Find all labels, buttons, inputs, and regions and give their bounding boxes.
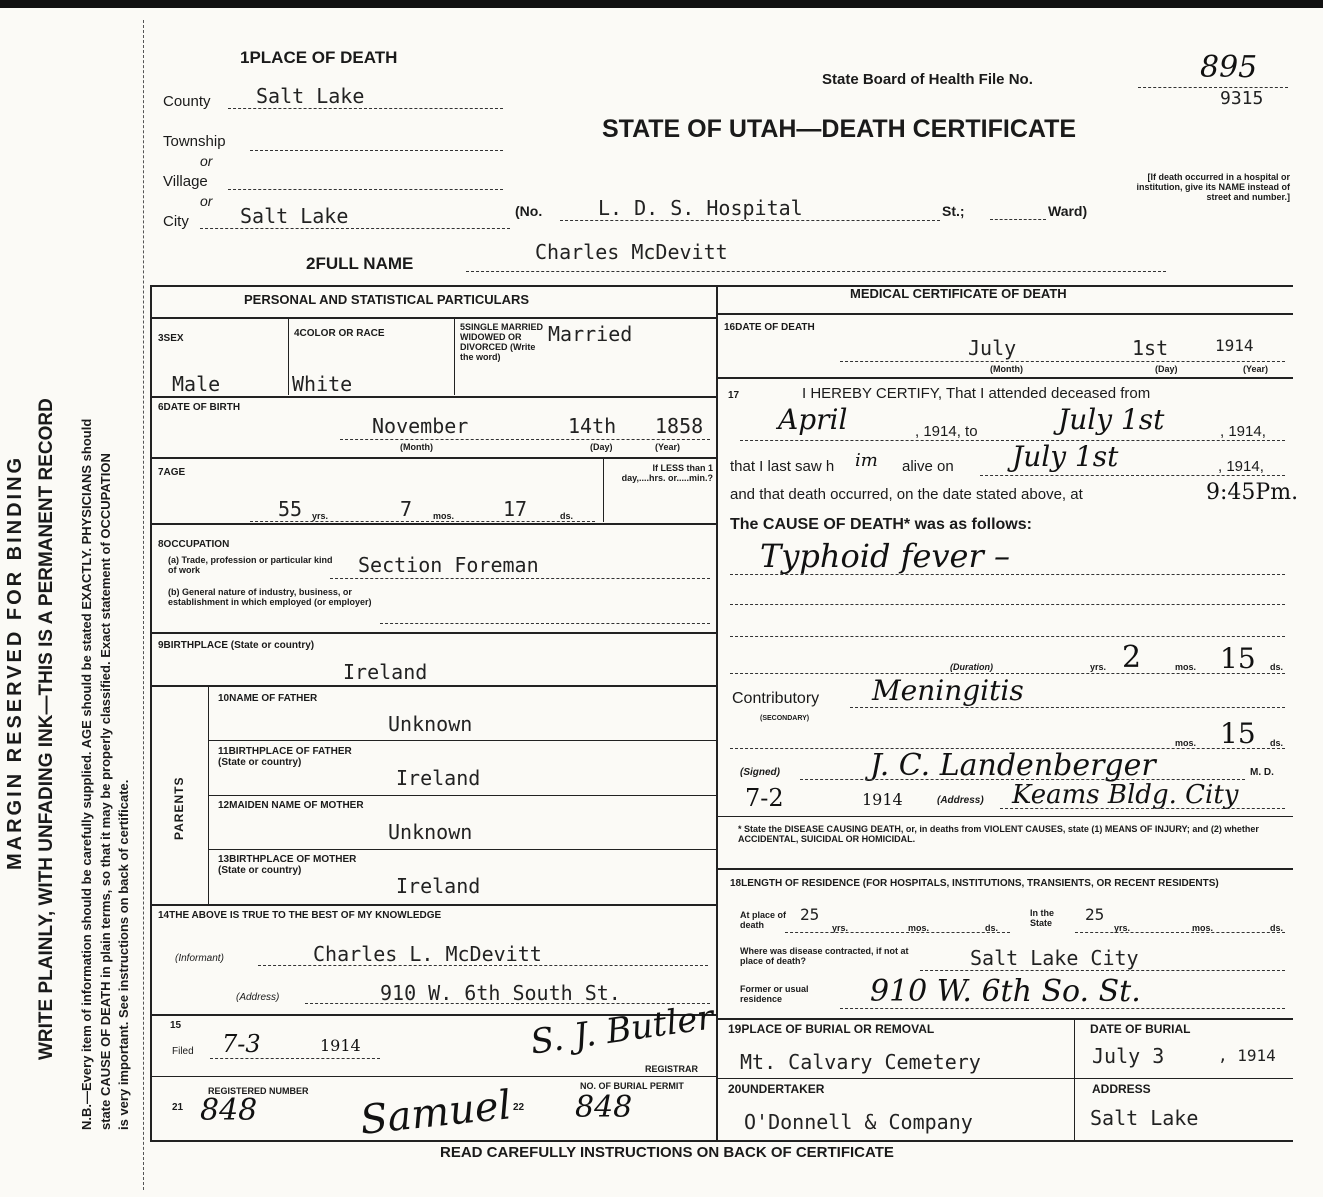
row-line-burial (716, 1078, 1293, 1079)
signed-year: 1914 (862, 790, 903, 809)
occupation-b-label: (b) General nature of industry, business, or establishment in which employed (or employer) (168, 587, 372, 607)
registered-number-label: REGISTERED NUMBER (208, 1086, 309, 1096)
burial-divider (1074, 1018, 1075, 1140)
full-name-label: 2FULL NAME (306, 254, 414, 273)
residence-label: 18LENGTH OF RESIDENCE (FOR HOSPITALS, INSTITUTIONS, TRANSIENTS, OR RECENT RESIDENTS) (730, 878, 1219, 889)
age-divider (603, 458, 604, 522)
age-yrs: 55 (278, 497, 303, 521)
row-line-mother-bp (150, 904, 716, 906)
registrar-signature: S. J. Butler (528, 997, 716, 1063)
contrib-mos-lbl: mos. (1175, 738, 1197, 748)
ward-label: Ward) (1048, 203, 1088, 219)
or-2: or (200, 193, 213, 209)
former-line (840, 1008, 1285, 1009)
personal-heading-line (150, 317, 716, 319)
age-label: 7AGE (158, 467, 186, 478)
row-line-dob (150, 457, 716, 459)
at-place-line (785, 932, 1010, 933)
row-line-dod (716, 377, 1293, 379)
age-mos: 7 (400, 497, 413, 521)
at-place-yrs: 25 (800, 905, 820, 924)
burial-permit-value: 848 (575, 1090, 633, 1125)
violent-causes-footnote: * State the DISEASE CAUSING DEATH, or, in deaths from VIOLENT CAUSES, state (1) MEANS OF INJURY; and (2) whether ACCIDENTAL, SUICIDAL OR HOMICIDAL. (738, 824, 1259, 844)
mother-birthplace-label: 13BIRTHPLACE OF MOTHER (State or country) (218, 854, 357, 876)
in-state-ds-lbl: ds. (1270, 923, 1284, 933)
sign-address-line (1000, 808, 1285, 809)
row-line-mother (208, 849, 716, 850)
dob-day: 14th (568, 414, 617, 438)
row-line-filed (150, 1076, 716, 1077)
filed-line (210, 1058, 380, 1059)
dob-month: November (372, 414, 469, 438)
date-of-burial-value: July 3 (1092, 1044, 1165, 1068)
dod-day: 1st (1132, 336, 1169, 360)
dod-month-cap: (Month) (990, 364, 1023, 374)
dob-year-cap: (Year) (655, 442, 681, 452)
age-yrs-lbl: yrs. (312, 511, 329, 521)
father-birthplace-label: 11BIRTHPLACE OF FATHER (State or country) (218, 746, 352, 768)
attended-1914-to: , 1914, to (915, 423, 978, 440)
race-value: White (292, 372, 353, 396)
in-state-label: In the State (1030, 908, 1054, 928)
dob-label: 6DATE OF BIRTH (158, 402, 241, 413)
full-name-line (466, 271, 1166, 272)
race-divider (454, 318, 455, 395)
dob-day-cap: (Day) (590, 442, 613, 452)
sex-divider (288, 318, 289, 395)
cause-line-3 (730, 636, 1285, 637)
duration-ds-lbl: ds. (1270, 662, 1284, 672)
time-of-death: 9:45Pm. (1206, 480, 1299, 505)
alive-on-date: July 1st (1012, 440, 1119, 473)
dod-month: July (968, 336, 1017, 360)
county-line (228, 108, 503, 109)
attended-1914: , 1914, (1220, 423, 1266, 440)
occupation-value: Section Foreman (358, 553, 539, 577)
dod-year: 1914 (1215, 336, 1254, 355)
undertaker-value: O'Donnell & Company (744, 1110, 973, 1134)
contrib-ds-lbl: ds. (1270, 738, 1284, 748)
city-value: Salt Lake (240, 204, 349, 228)
filed-date: 7-3 (222, 1030, 261, 1058)
county-label: County (163, 93, 211, 110)
age-ds-lbl: ds. (560, 511, 574, 521)
true-label: 14THE ABOVE IS TRUE TO THE BEST OF MY KNOWLEDGE (158, 910, 442, 921)
alive-1914: , 1914, (1218, 458, 1264, 475)
informant-value: Charles L. McDevitt (313, 942, 542, 966)
signature-flourish: Samuel (358, 1082, 514, 1144)
margin-rule (143, 20, 144, 1190)
or-1: or (200, 153, 213, 169)
frame-left (150, 285, 152, 1140)
frame-bottom (150, 1140, 1293, 1142)
dob-line (340, 439, 710, 440)
duration-mos-lbl: mos. (1175, 662, 1197, 672)
contributory-value: Meningitis (872, 674, 1024, 707)
row-line-age (150, 523, 716, 525)
township-line (250, 150, 503, 151)
margin-note-1: N.B.—Every item of information should be carefully supplied. AGE should be stated EXACTLY. PHYSICIANS should (79, 418, 94, 1130)
row-line-birthplace (150, 685, 716, 687)
burial-place-value: Mt. Calvary Cemetery (740, 1050, 981, 1074)
contributory-line (850, 707, 1285, 708)
item-21: 21 (172, 1102, 184, 1113)
occupation-line (330, 578, 710, 579)
contrib-ds: 15 (1220, 717, 1256, 750)
city-label: City (163, 213, 189, 230)
at-place-mos-lbl: mos. (908, 923, 930, 933)
marital-value: Married (548, 322, 633, 346)
contracted-line (920, 970, 1285, 971)
row-line-sex (150, 396, 716, 398)
dod-day-cap: (Day) (1155, 364, 1178, 374)
margin-note-3: is very important. See instructions on back of certificate. (116, 779, 131, 1130)
in-state-yrs: 25 (1085, 905, 1105, 924)
occupation-label: 8OCCUPATION (158, 539, 230, 550)
row-line-father-bp (208, 795, 716, 796)
dod-line (840, 361, 1285, 362)
former-residence-label: Former or usual residence (740, 984, 809, 1004)
at-place-ds-lbl: ds. (985, 923, 999, 933)
row-line-signed (716, 816, 1293, 817)
occurred-label: and that death occurred, on the date stated above, at (730, 486, 1083, 503)
in-state-mos-lbl: mos. (1192, 923, 1214, 933)
race-label: 4COLOR OR RACE (294, 328, 385, 339)
last-saw-him: im (855, 450, 878, 471)
signed-address-label: (Address) (937, 795, 984, 806)
signed-date: 7-2 (745, 784, 784, 812)
sex-label: 3SEX (158, 333, 184, 344)
last-saw-label: that I last saw h (730, 458, 835, 475)
attended-to: July 1st (1058, 403, 1165, 436)
signed-label: (Signed) (740, 767, 780, 778)
village-label: Village (163, 173, 208, 190)
place-of-death-label: 1PLACE OF DEATH (240, 48, 398, 67)
township-label: Township (163, 133, 226, 150)
undertaker-address-label: ADDRESS (1092, 1082, 1151, 1096)
marital-label: 5SINGLE MARRIED WIDOWED OR DIVORCED (Write the word) (460, 322, 544, 362)
street-label: St.; (942, 203, 965, 219)
undertaker-label: 20UNDERTAKER (728, 1082, 825, 1096)
filed-label: Filed (172, 1046, 194, 1057)
contracted-label: Where was disease contracted, if not at place of death? (740, 946, 909, 966)
title: STATE OF UTAH—DEATH CERTIFICATE (602, 115, 1077, 143)
md-label: M. D. (1250, 767, 1274, 778)
date-of-burial-label: DATE OF BURIAL (1090, 1022, 1191, 1036)
registrar-label: REGISTRAR (645, 1064, 699, 1074)
cause-value: Typhoid fever – (760, 537, 1010, 575)
item-22: 22 (513, 1102, 525, 1113)
hospital-side-note: [If death occurred in a hospital or institution, give its NAME instead of street and number.] (1136, 172, 1290, 202)
cause-line-1 (730, 574, 1285, 575)
row-line-father (208, 740, 716, 741)
burial-permit-label: NO. OF BURIAL PERMIT (580, 1081, 684, 1091)
file-no-line (1138, 87, 1288, 88)
county-value: Salt Lake (256, 84, 365, 108)
medical-heading-line (716, 313, 1293, 315)
street-no-label: (No. (515, 203, 543, 219)
address-label: (Address) (236, 992, 280, 1003)
burial-place-label: 19PLACE OF BURIAL OR REMOVAL (728, 1022, 935, 1036)
undertaker-address-value: Salt Lake (1090, 1106, 1199, 1130)
instructions-footer: READ CAREFULLY INSTRUCTIONS ON BACK OF CERTIFICATE (440, 1144, 894, 1161)
file-no-label: State Board of Health File No. (822, 71, 1033, 88)
dod-label: 16DATE OF DEATH (724, 322, 815, 333)
item-17: 17 (728, 390, 740, 401)
contributory-label: Contributory (732, 690, 820, 707)
sex-value: Male (172, 372, 221, 396)
age-mos-lbl: mos. (433, 511, 455, 521)
file-no-value: 895 (1200, 50, 1258, 85)
father-value: Unknown (388, 712, 473, 736)
alive-on-label: alive on (902, 458, 954, 475)
personal-heading: PERSONAL AND STATISTICAL PARTICULARS (244, 292, 530, 307)
margin-note-2: state CAUSE OF DEATH in plain terms, so that it may be properly classified. Exact statement of OCCUPATION (98, 453, 113, 1130)
certify-text: I HEREBY CERTIFY, That I attended deceased from (802, 385, 1151, 402)
mother-value: Unknown (388, 820, 473, 844)
at-place-label: At place of death (740, 910, 787, 930)
street-line (560, 220, 940, 221)
scan-top-border (0, 0, 1323, 8)
hospital-value: L. D. S. Hospital (598, 196, 803, 220)
birthplace-label: 9BIRTHPLACE (State or country) (158, 640, 315, 651)
frame-top (150, 285, 1293, 287)
secondary-label: (SECONDARY) (760, 715, 810, 722)
in-state-line (1075, 932, 1285, 933)
employer-line (380, 623, 710, 624)
full-name-value: Charles McDevitt (535, 240, 728, 264)
attended-from: April (778, 403, 848, 436)
dob-year: 1858 (655, 414, 704, 438)
alive-line (980, 475, 1285, 476)
occupation-a-label: (a) Trade, profession or particular kind of work (168, 555, 333, 575)
registered-number-value: 848 (200, 1093, 258, 1128)
file-no-stamp: 9315 (1220, 88, 1264, 109)
less-than-label: If LESS than 1 day,....hrs. or.....min.? (621, 463, 713, 483)
row-line-residence (716, 1018, 1293, 1020)
physician-signature: J. C. Landenberger (870, 748, 1156, 783)
duration-label: (Duration) (950, 662, 993, 672)
at-place-yrs-lbl: yrs. (832, 923, 849, 933)
address-value: 910 W. 6th South St. (380, 981, 621, 1005)
dod-year-cap: (Year) (1243, 364, 1269, 374)
margin-binding-text: MARGIN RESERVED FOR BINDING (4, 454, 26, 870)
parents-label: PARENTS (172, 776, 186, 840)
medical-heading: MEDICAL CERTIFICATE OF DEATH (850, 286, 1067, 301)
informant-label: (Informant) (175, 953, 224, 964)
mother-label: 12MAIDEN NAME OF MOTHER (218, 800, 364, 811)
village-line (228, 189, 503, 190)
father-label: 10NAME OF FATHER (218, 693, 318, 704)
cause-label: The CAUSE OF DEATH* was as follows: (730, 516, 1032, 533)
margin-permanent-text: WRITE PLAINLY, WITH UNFADING INK—THIS IS A PERMANENT RECORD (36, 398, 57, 1060)
former-residence-value: 910 W. 6th So. St. (870, 974, 1141, 1009)
father-birthplace-value: Ireland (396, 766, 481, 790)
dob-month-cap: (Month) (400, 442, 433, 452)
contracted-value: Salt Lake City (970, 946, 1139, 970)
duration-ds: 15 (1220, 642, 1256, 675)
ward-line (990, 219, 1046, 220)
frame-middle (716, 285, 718, 1140)
age-ds: 17 (503, 497, 528, 521)
duration-mos: 2 (1122, 640, 1142, 675)
filed-year: 1914 (320, 1036, 361, 1055)
age-line (250, 521, 595, 522)
item-15: 15 (170, 1020, 182, 1031)
row-line-occupation (150, 632, 716, 634)
date-of-burial-year: , 1914 (1218, 1046, 1276, 1065)
city-line (200, 228, 510, 229)
duration-yrs-lbl: yrs. (1090, 662, 1107, 672)
mother-birthplace-value: Ireland (396, 874, 481, 898)
signed-address: Keams Bldg. City (1012, 780, 1239, 810)
cause-line-2 (730, 604, 1285, 605)
in-state-yrs-lbl: yrs. (1114, 923, 1131, 933)
row-line-footnote (716, 868, 1293, 870)
birthplace-value: Ireland (343, 660, 428, 684)
